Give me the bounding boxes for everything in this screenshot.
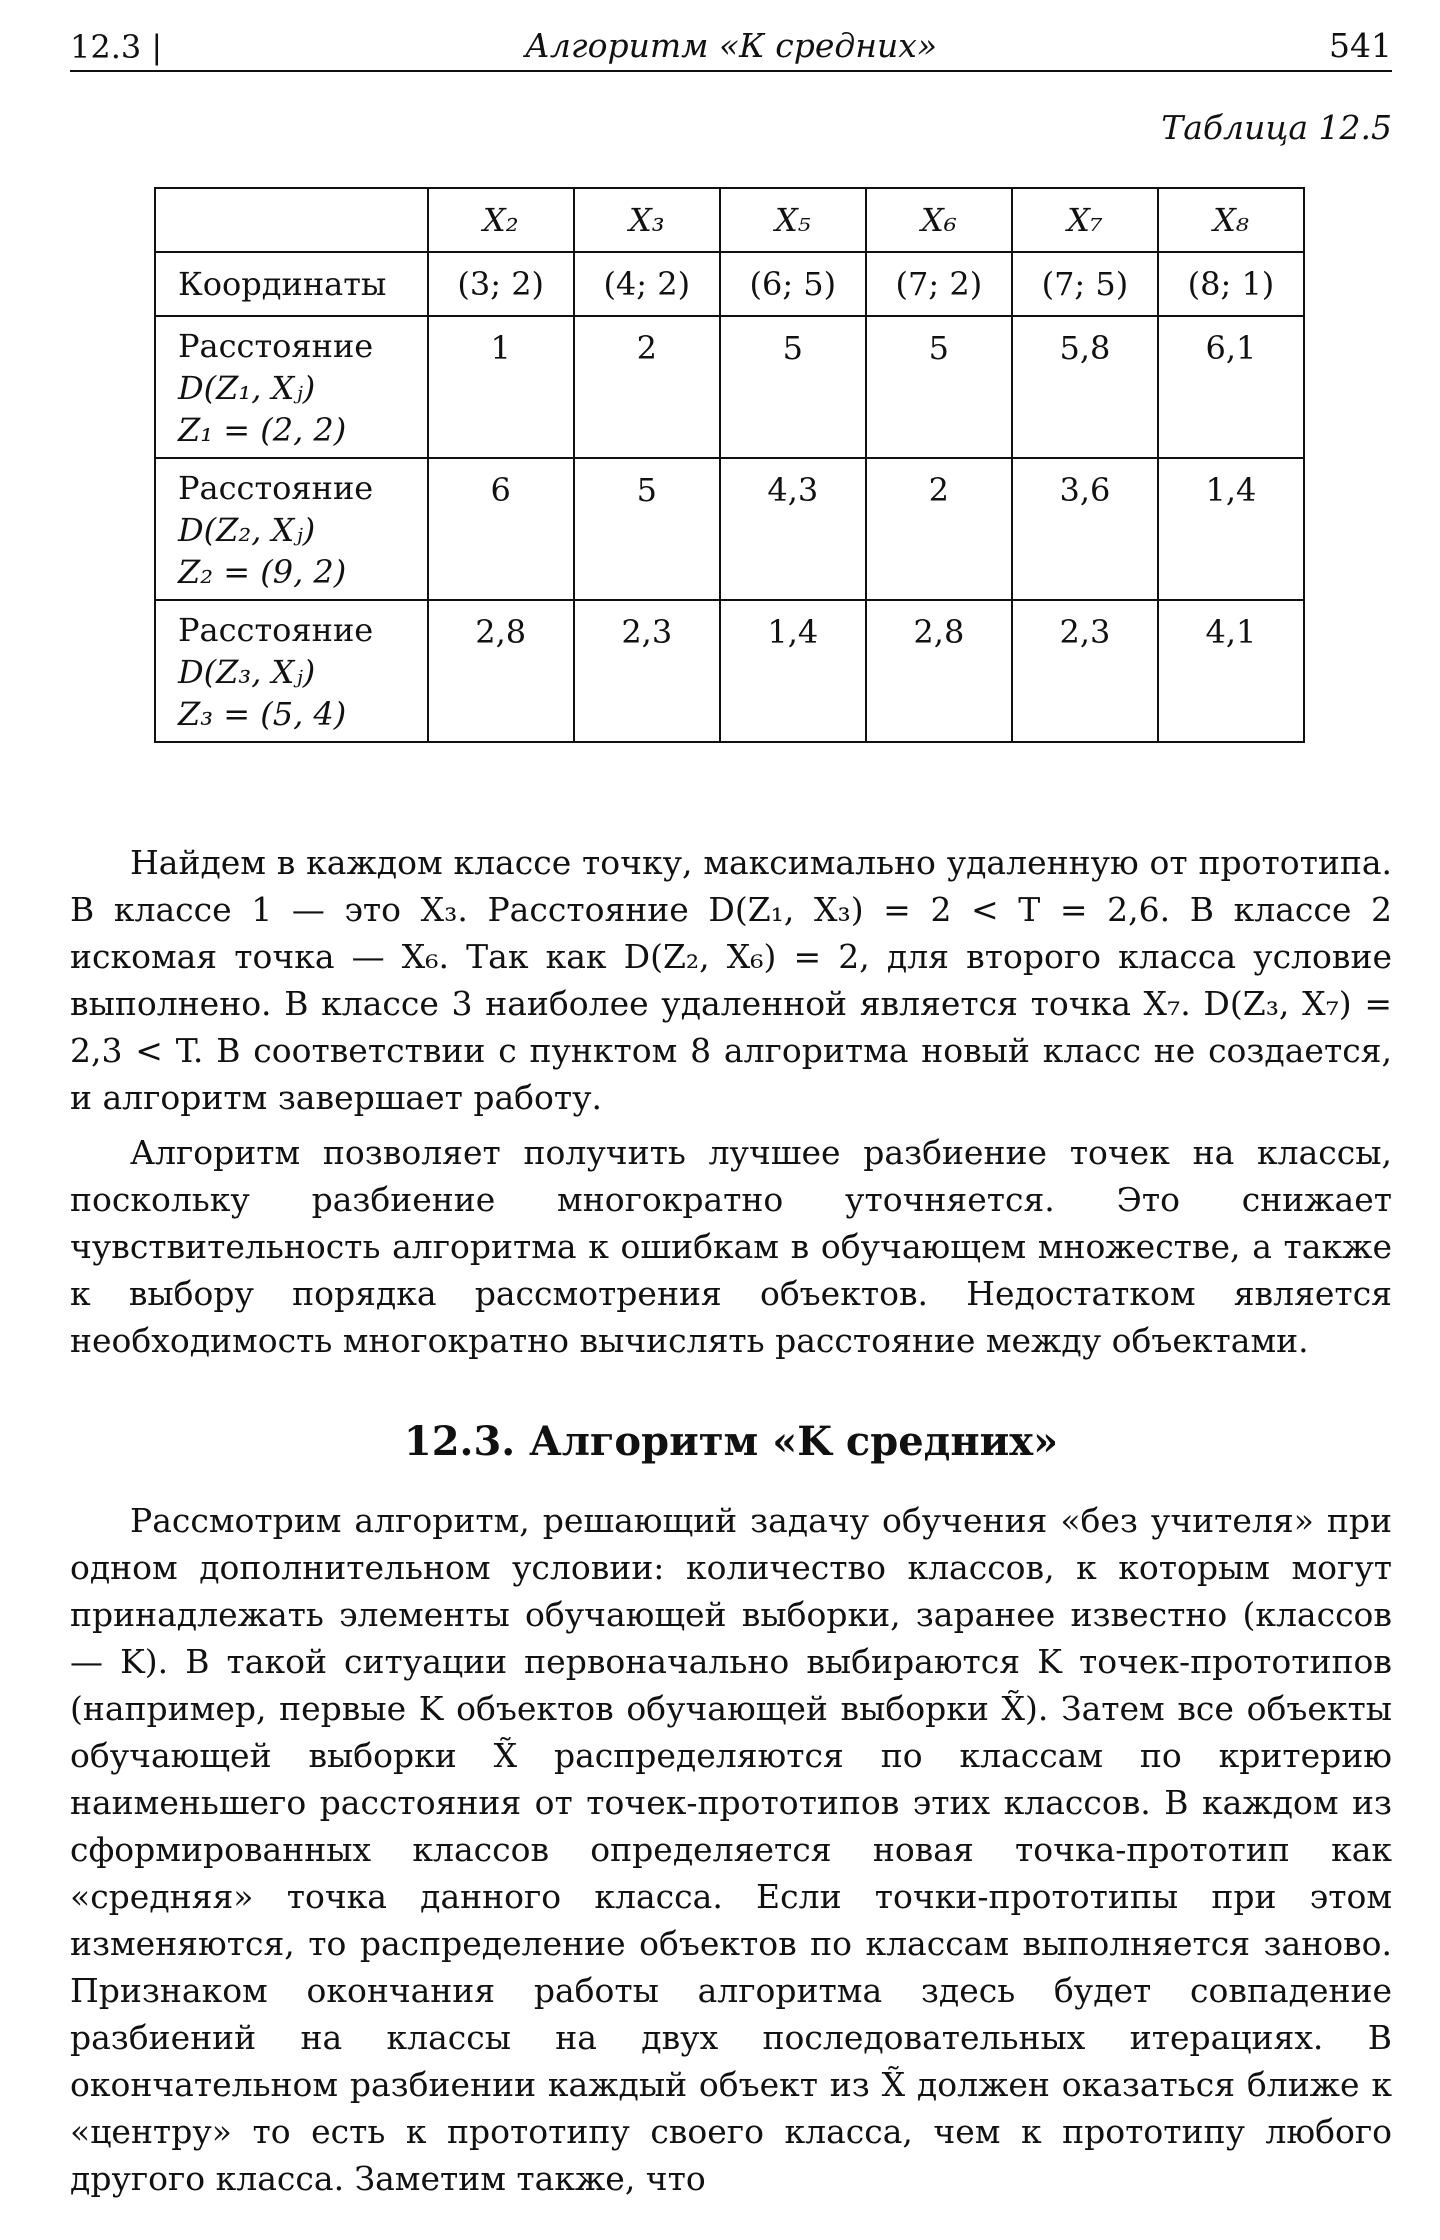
table-cell: 2,8: [428, 600, 574, 742]
table-cell: 5: [720, 316, 866, 458]
row-label-formula: Z₁ = (2, 2): [178, 411, 347, 449]
row-label: [155, 600, 428, 742]
body-text-after: [70, 1497, 1392, 2202]
running-head: [70, 14, 1392, 72]
page-number: 541: [1329, 26, 1392, 65]
column-header: X₈: [1158, 188, 1304, 252]
table-cell: (6; 5): [720, 252, 866, 316]
table-cell: 1,4: [720, 600, 866, 742]
table-row: [155, 600, 1304, 742]
column-header: X₃: [574, 188, 720, 252]
table-cell: 5: [866, 316, 1012, 458]
table-cell: 6,1: [1158, 316, 1304, 458]
table-cell: (7; 5): [1012, 252, 1158, 316]
table-cell: 2,3: [574, 600, 720, 742]
column-header: X₂: [428, 188, 574, 252]
table-cell: 5,8: [1012, 316, 1158, 458]
table-header-row: [155, 188, 1304, 252]
table-corner-cell: [155, 188, 428, 252]
row-label-formula: Z₂ = (9, 2): [178, 553, 347, 591]
row-label-line: Расстояние: [178, 327, 374, 365]
table-cell: 2,8: [866, 600, 1012, 742]
table-cell: (7; 2): [866, 252, 1012, 316]
book-page: [70, 14, 1392, 2210]
row-label-formula: D(Z₁, Xⱼ): [178, 369, 316, 407]
running-head-section: 12.3 |: [70, 28, 163, 66]
section-heading: 12.3. Алгоритм «K средних»: [403, 1418, 1059, 1465]
column-header: X₇: [1012, 188, 1158, 252]
paragraph: Найдем в каждом классе точку, максимально удаленную от прототипа. В классе 1 — это X₃. Расстояние D(Z₁, X₃) = 2 < T = 2,6. В классе 2 искомая точка — X₆. Так как D(Z₂, X₆) = 2, для второго класса условие выполнено. В классе 3 наиболее удаленной является точка X₇. D(Z₃, X₇) = 2,3 < T. В соответствии с пунктом 8 алгоритма новый класс не создается, и алгоритм завершает работу.: [70, 843, 1392, 1117]
table-cell: (8; 1): [1158, 252, 1304, 316]
table-cell: 2,3: [1012, 600, 1158, 742]
table-cell: (3; 2): [428, 252, 574, 316]
body-text-before: [70, 839, 1392, 1364]
column-header: X₅: [720, 188, 866, 252]
table-cell: 4,1: [1158, 600, 1304, 742]
distance-table: [154, 187, 1305, 743]
row-label: [155, 316, 428, 458]
table-cell: 5: [574, 458, 720, 600]
paragraph: Рассмотрим алгоритм, решающий задачу обучения «без учителя» при одном дополнительном условии: количество классов, к которым могут принадлежать элементы обучающей выборки, заранее известно (классов — K). В такой ситуации первоначально выбираются K точек-прототипов (например, первые K объектов обучающей выборки X̃). Затем все объекты обучающей выборки X̃ распределяются по классам по критерию наименьшего расстояния от точек-прототипов этих классов. В каждом из сформированных классов определяется новая точка-прототип как «средняя» точка данного класса. Если точки-прототипы при этом изменяются, то распределение объектов по классам выполняется заново. Признаком окончания работы алгоритма здесь будет совпадение разбиений на классы на двух последовательных итерациях. В окончательном разбиении каждый объект из X̃ должен оказаться ближе к «центру» то есть к прототипу своего класса, чем к прототипу любого другого класса. Заметим также, что: [70, 1501, 1392, 2198]
row-label-formula: D(Z₂, Xⱼ): [178, 511, 316, 549]
column-header: X₆: [866, 188, 1012, 252]
row-label: [155, 458, 428, 600]
table-row: [155, 316, 1304, 458]
table-cell: 6: [428, 458, 574, 600]
running-head-title: Алгоритм «К средних»: [524, 26, 938, 65]
row-label-line: Расстояние: [178, 469, 374, 507]
table-cell: 2: [574, 316, 720, 458]
table-cell: 3,6: [1012, 458, 1158, 600]
table-cell: 4,3: [720, 458, 866, 600]
row-label-formula: Z₃ = (5, 4): [178, 695, 347, 733]
row-label-line: Расстояние: [178, 611, 374, 649]
table-cell: 1,4: [1158, 458, 1304, 600]
row-label-line: Координаты: [178, 265, 387, 303]
row-label-formula: D(Z₃, Xⱼ): [178, 653, 316, 691]
table-row: [155, 252, 1304, 316]
row-label: [155, 252, 428, 316]
table-cell: 2: [866, 458, 1012, 600]
table-caption: Таблица 12.5: [1161, 108, 1392, 147]
table-row: [155, 458, 1304, 600]
table-cell: (4; 2): [574, 252, 720, 316]
table-cell: 1: [428, 316, 574, 458]
paragraph: Алгоритм позволяет получить лучшее разбиение точек на классы, поскольку разбиение многократно уточняется. Это снижает чувствительность алгоритма к ошибкам в обучающем множестве, а также к выбору порядка рассмотрения объектов. Недостатком является необходимость многократно вычислять расстояние между объектами.: [70, 1133, 1392, 1360]
